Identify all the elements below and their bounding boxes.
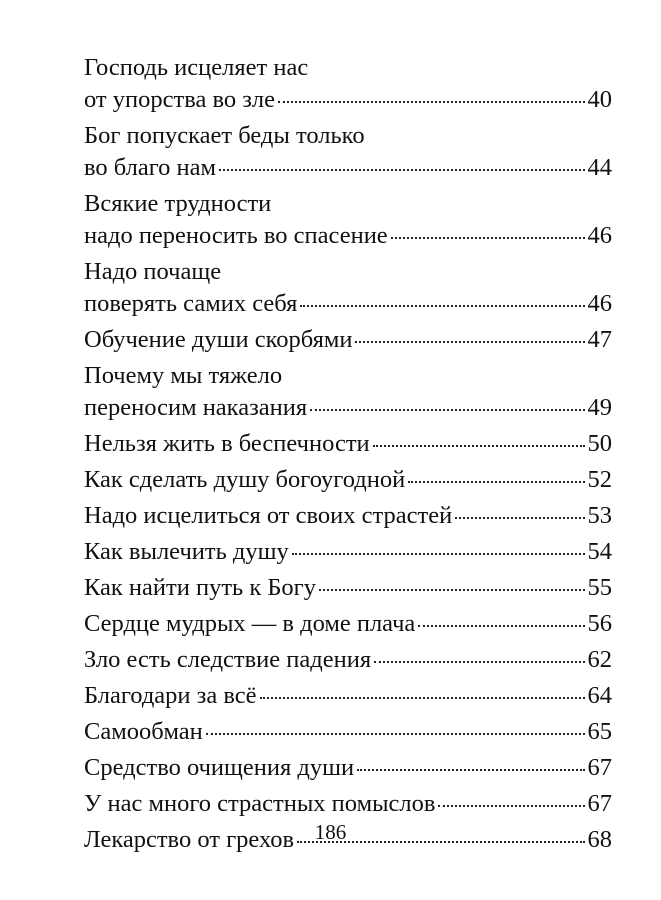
- toc-entry-line: [84, 392, 612, 424]
- toc-entry: [84, 324, 612, 356]
- toc-entry-title: Средство очищения души: [84, 754, 355, 781]
- toc-entry-title: Как вылечить душу: [84, 538, 289, 565]
- toc-entry-title: Самообман: [84, 718, 203, 745]
- toc-entry-title: Как найти путь к Богу: [84, 574, 316, 601]
- toc-entry-line: [84, 536, 612, 568]
- toc-page-number: 55: [587, 574, 612, 601]
- dot-leader: [219, 169, 584, 171]
- toc-entry-line: [84, 152, 612, 184]
- toc-entry-title: У нас много страстных помыслов: [84, 790, 436, 817]
- toc-entry-line: [84, 220, 612, 252]
- page-number: 186: [314, 820, 347, 844]
- toc-entry: [84, 752, 612, 784]
- toc-page-number: 46: [587, 290, 612, 317]
- dot-leader: [260, 697, 585, 699]
- toc-entry: [84, 788, 612, 820]
- toc-page-number: 46: [587, 222, 612, 249]
- toc-entry-title: Господь исцеляет нас: [84, 54, 309, 81]
- toc-entry-title: Лекарство от грехов: [84, 826, 295, 853]
- toc-entry-line: [84, 500, 612, 532]
- toc-entry-line: [84, 788, 612, 820]
- toc-entry-title: надо переносить во спасение: [84, 222, 388, 249]
- dot-leader: [418, 625, 584, 627]
- toc-entry-title: от упорства во зле: [84, 86, 275, 113]
- toc-entry: [84, 644, 612, 676]
- toc-entry-line: [84, 120, 612, 152]
- toc-entry-title: Сердце мудрых — в доме плача: [84, 610, 416, 637]
- toc-entry: [84, 464, 612, 496]
- dot-leader: [206, 733, 585, 735]
- toc-entry: [84, 360, 612, 424]
- toc-page-number: 53: [587, 502, 612, 529]
- dot-leader: [278, 101, 585, 103]
- toc-entry-line: [84, 188, 612, 220]
- toc-entry-line: [84, 680, 612, 712]
- dot-leader: [310, 409, 584, 411]
- toc-entry: [84, 572, 612, 604]
- dot-leader: [391, 237, 585, 239]
- toc-page-number: 68: [587, 826, 612, 853]
- toc-entry-title: Надо почаще: [84, 258, 222, 285]
- toc-entry-title: Бог попускает беды только: [84, 122, 365, 149]
- toc-entry-line: [84, 464, 612, 496]
- toc-entry-line: [84, 644, 612, 676]
- toc-entry-line: [84, 716, 612, 748]
- toc-entry: [84, 608, 612, 640]
- toc-entry-title: поверять самих себя: [84, 290, 298, 317]
- toc-page-number: 40: [587, 86, 612, 113]
- toc-entry-title: Благодари за всё: [84, 682, 257, 709]
- toc-entry-line: [84, 608, 612, 640]
- toc-page-number: 44: [587, 154, 612, 181]
- table-of-contents: [84, 52, 612, 860]
- toc-entry-title: Почему мы тяжело: [84, 362, 283, 389]
- toc-entry-line: [84, 360, 612, 392]
- toc-page-number: 47: [587, 326, 612, 353]
- toc-page-number: 62: [587, 646, 612, 673]
- dot-leader: [319, 589, 585, 591]
- toc-entry-line: [84, 84, 612, 116]
- toc-entry-line: [84, 428, 612, 460]
- toc-entry: [84, 428, 612, 460]
- toc-entry: [84, 536, 612, 568]
- toc-page-number: 64: [587, 682, 612, 709]
- toc-page-number: 56: [587, 610, 612, 637]
- dot-leader: [374, 661, 584, 663]
- toc-entry-line: [84, 288, 612, 320]
- toc-entry: [84, 52, 612, 116]
- dot-leader: [408, 481, 584, 483]
- toc-entry: [84, 188, 612, 252]
- toc-entry: [84, 500, 612, 532]
- toc-entry-line: [84, 52, 612, 84]
- toc-entry: [84, 256, 612, 320]
- toc-page-number: 67: [587, 790, 612, 817]
- toc-page-number: 67: [587, 754, 612, 781]
- toc-page-number: 52: [587, 466, 612, 493]
- dot-leader: [455, 517, 584, 519]
- toc-entry-line: [84, 572, 612, 604]
- toc-entry-title: Надо исцелиться от своих страстей: [84, 502, 453, 529]
- toc-page-number: 54: [587, 538, 612, 565]
- toc-page-number: 50: [587, 430, 612, 457]
- toc-entry-title: Обучение души скорбями: [84, 326, 353, 353]
- toc-entry: [84, 716, 612, 748]
- toc-entry-line: [84, 752, 612, 784]
- toc-entry-title: Нельзя жить в беспечности: [84, 430, 370, 457]
- toc-entry-title: Как сделать душу богоугодной: [84, 466, 406, 493]
- toc-entry-line: [84, 256, 612, 288]
- dot-leader: [355, 341, 584, 343]
- toc-entry-line: [84, 324, 612, 356]
- toc-entry-title: Зло есть следствие падения: [84, 646, 372, 673]
- toc-entry: [84, 120, 612, 184]
- dot-leader: [292, 553, 585, 555]
- dot-leader: [438, 805, 584, 807]
- toc-entry: [84, 680, 612, 712]
- toc-entry-title: переносим наказания: [84, 394, 308, 421]
- toc-page-number: 49: [587, 394, 612, 421]
- dot-leader: [300, 305, 584, 307]
- dot-leader: [357, 769, 584, 771]
- dot-leader: [373, 445, 585, 447]
- toc-entry-title: Всякие трудности: [84, 190, 272, 217]
- toc-entry-title: во благо нам: [84, 154, 217, 181]
- toc-page-number: 65: [587, 718, 612, 745]
